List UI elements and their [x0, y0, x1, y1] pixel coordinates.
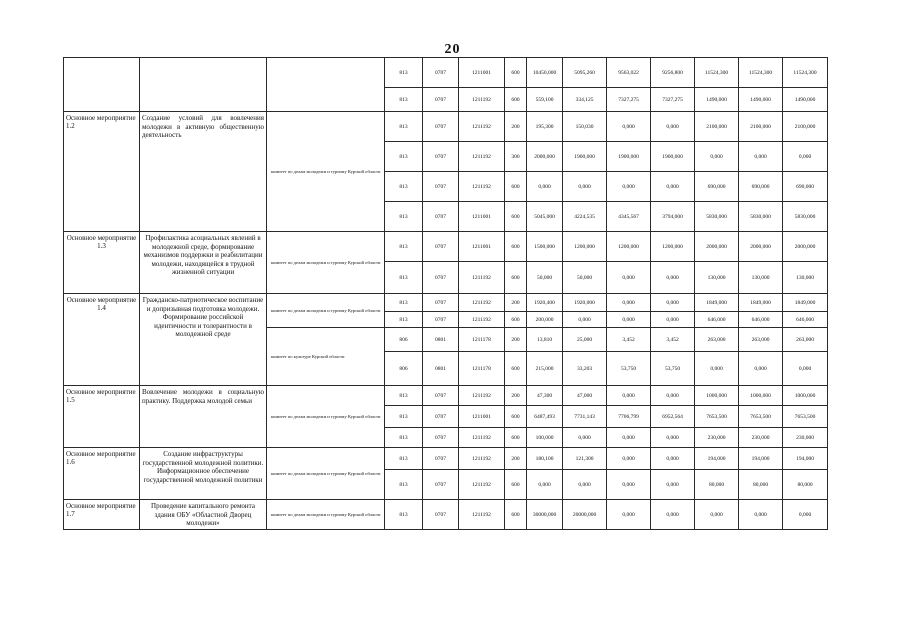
budget-code-cell: 1211192 — [459, 142, 505, 172]
budget-code-cell: 813 — [385, 312, 423, 328]
budget-code-cell: 0707 — [423, 88, 459, 112]
budget-code-cell: 600 — [505, 172, 527, 202]
amount-cell: 690,000 — [695, 172, 739, 202]
amount-cell: 1849,000 — [739, 294, 783, 312]
amount-cell: 263,000 — [783, 328, 828, 352]
amount-cell: 0,000 — [651, 294, 695, 312]
amount-cell: 646,000 — [739, 312, 783, 328]
budget-code-cell: 0707 — [423, 312, 459, 328]
amount-cell: 3,452 — [607, 328, 651, 352]
amount-cell: 690,000 — [739, 172, 783, 202]
amount-cell: 0,000 — [607, 172, 651, 202]
amount-cell: 80,000 — [739, 470, 783, 500]
amount-cell: 263,000 — [695, 328, 739, 352]
table-row — [64, 500, 828, 530]
amount-cell: 80,000 — [695, 470, 739, 500]
activity-name: Основное мероприятие 1.5 — [64, 386, 140, 448]
amount-cell: 11524,300 — [739, 58, 783, 88]
activity-name: Основное мероприятие 1.4 — [64, 294, 140, 386]
amount-cell: 5830,000 — [739, 202, 783, 232]
amount-cell: 0,000 — [783, 500, 828, 530]
budget-code-cell: 1211001 — [459, 202, 505, 232]
amount-cell: 0,000 — [563, 428, 607, 448]
amount-cell: 3,452 — [651, 328, 695, 352]
amount-cell: 2000,000 — [695, 232, 739, 262]
budget-code-cell: 813 — [385, 428, 423, 448]
budget-code-cell: 300 — [505, 142, 527, 172]
budget-code-cell: 600 — [505, 470, 527, 500]
amount-cell: 180,100 — [527, 448, 563, 470]
amount-cell: 9563,022 — [607, 58, 651, 88]
budget-code-cell: 813 — [385, 172, 423, 202]
amount-cell: 1490,000 — [739, 88, 783, 112]
page-number: 20 — [444, 42, 461, 57]
amount-cell: 6952,564 — [651, 406, 695, 428]
amount-cell: 7327,275 — [607, 88, 651, 112]
amount-cell: 0,000 — [607, 312, 651, 328]
budget-code-cell: 0707 — [423, 142, 459, 172]
amount-cell: 215,000 — [527, 352, 563, 386]
amount-cell: 53,750 — [651, 352, 695, 386]
budget-code-cell: 0707 — [423, 448, 459, 470]
budget-code-cell: 1211192 — [459, 312, 505, 328]
budget-code-cell: 200 — [505, 294, 527, 312]
amount-cell: 0,000 — [783, 142, 828, 172]
amount-cell: 194,000 — [695, 448, 739, 470]
amount-cell: 53,750 — [607, 352, 651, 386]
amount-cell: 30000,000 — [527, 500, 563, 530]
amount-cell: 1920,400 — [527, 294, 563, 312]
amount-cell: 1000,000 — [783, 386, 828, 406]
amount-cell: 0,000 — [607, 262, 651, 294]
blank-cell — [140, 58, 267, 112]
amount-cell: 0,000 — [783, 352, 828, 386]
budget-code-cell: 1211001 — [459, 58, 505, 88]
amount-cell: 0,000 — [607, 428, 651, 448]
amount-cell: 0,000 — [651, 470, 695, 500]
amount-cell: 1490,000 — [695, 88, 739, 112]
amount-cell: 1900,000 — [563, 142, 607, 172]
amount-cell: 25,000 — [563, 328, 607, 352]
budget-code-cell: 600 — [505, 232, 527, 262]
budget-code-cell: 0707 — [423, 500, 459, 530]
amount-cell: 1200,000 — [607, 232, 651, 262]
budget-code-cell: 1211192 — [459, 262, 505, 294]
amount-cell: 194,000 — [783, 448, 828, 470]
budget-code-cell: 0801 — [423, 328, 459, 352]
amount-cell: 130,000 — [783, 262, 828, 294]
amount-cell: 2000,000 — [527, 142, 563, 172]
amount-cell: 0,000 — [651, 500, 695, 530]
amount-cell: 80,000 — [783, 470, 828, 500]
amount-cell: 646,000 — [695, 312, 739, 328]
amount-cell: 1000,000 — [739, 386, 783, 406]
amount-cell: 1490,000 — [783, 88, 828, 112]
budget-code-cell: 1211192 — [459, 500, 505, 530]
table-row — [64, 112, 828, 142]
budget-code-cell: 813 — [385, 112, 423, 142]
amount-cell: 2100,000 — [739, 112, 783, 142]
amount-cell: 0,000 — [527, 470, 563, 500]
amount-cell: 1200,000 — [563, 232, 607, 262]
amount-cell: 0,000 — [651, 386, 695, 406]
activity-description: Вовлечение молодежи в социальную практику. Поддержка молодой семьи — [140, 386, 267, 448]
amount-cell: 5045,000 — [527, 202, 563, 232]
amount-cell: 1200,000 — [651, 232, 695, 262]
amount-cell: 130,000 — [695, 262, 739, 294]
activity-description: Создание инфраструктуры государственной молодежной политики. Информационное обеспечение государственной молодежной политики — [140, 448, 267, 500]
budget-code-cell: 813 — [385, 500, 423, 530]
budget-code-cell: 813 — [385, 58, 423, 88]
amount-cell: 13,810 — [527, 328, 563, 352]
budget-code-cell: 806 — [385, 328, 423, 352]
budget-code-cell: 600 — [505, 428, 527, 448]
amount-cell: 559,100 — [527, 88, 563, 112]
table-row — [64, 386, 828, 406]
amount-cell: 100,000 — [527, 428, 563, 448]
amount-cell: 263,000 — [739, 328, 783, 352]
executor: комитет по делам молодежи и туризму Курской области — [267, 448, 385, 500]
amount-cell: 0,000 — [607, 386, 651, 406]
amount-cell: 4345,567 — [607, 202, 651, 232]
budget-code-cell: 813 — [385, 386, 423, 406]
budget-code-cell: 200 — [505, 112, 527, 142]
amount-cell: 11524,300 — [695, 58, 739, 88]
amount-cell: 0,000 — [739, 352, 783, 386]
amount-cell: 194,000 — [739, 448, 783, 470]
budget-code-cell: 1211192 — [459, 470, 505, 500]
budget-code-cell: 0801 — [423, 352, 459, 386]
budget-code-cell: 1211001 — [459, 232, 505, 262]
budget-code-cell: 0707 — [423, 262, 459, 294]
amount-cell: 3794,000 — [651, 202, 695, 232]
budget-code-cell: 200 — [505, 328, 527, 352]
blank-cell — [267, 58, 385, 112]
budget-code-cell: 813 — [385, 262, 423, 294]
budget-code-cell: 600 — [505, 352, 527, 386]
budget-code-cell: 600 — [505, 262, 527, 294]
amount-cell: 5830,000 — [783, 202, 828, 232]
executor: комитет по делам молодежи и туризму Курской области — [267, 500, 385, 530]
amount-cell: 0,000 — [651, 312, 695, 328]
activity-description: Создание условий для вовлечения молодежи в активную общественную деятельность — [140, 112, 267, 232]
amount-cell: 1900,000 — [651, 142, 695, 172]
table-row — [64, 448, 828, 470]
budget-code-cell: 600 — [505, 58, 527, 88]
amount-cell: 230,000 — [783, 428, 828, 448]
amount-cell: 7653,500 — [783, 406, 828, 428]
amount-cell: 47,300 — [527, 386, 563, 406]
budget-code-cell: 813 — [385, 294, 423, 312]
budget-code-cell: 600 — [505, 312, 527, 328]
table-row — [64, 294, 828, 312]
budget-code-cell: 1211001 — [459, 406, 505, 428]
amount-cell: 0,000 — [695, 142, 739, 172]
amount-cell: 0,000 — [739, 500, 783, 530]
amount-cell: 0,000 — [651, 428, 695, 448]
amount-cell: 4224,535 — [563, 202, 607, 232]
amount-cell: 646,000 — [783, 312, 828, 328]
budget-code-cell: 813 — [385, 406, 423, 428]
activity-name: Основное мероприятие 1.2 — [64, 112, 140, 232]
activity-name: Основное мероприятие 1.3 — [64, 232, 140, 294]
amount-cell: 0,000 — [563, 172, 607, 202]
amount-cell: 1849,000 — [695, 294, 739, 312]
amount-cell: 690,000 — [783, 172, 828, 202]
activity-description: Профилактика асоциальных явлений в молодежной среде, формирование механизмов поддержки и реабилитации молодежи, находящейся в трудной жизненной ситуации — [140, 232, 267, 294]
amount-cell: 7706,799 — [607, 406, 651, 428]
amount-cell: 230,000 — [695, 428, 739, 448]
amount-cell: 50,000 — [563, 262, 607, 294]
amount-cell: 1500,000 — [527, 232, 563, 262]
budget-code-cell: 0707 — [423, 172, 459, 202]
amount-cell: 20000,000 — [563, 500, 607, 530]
activity-name: Основное мероприятие 1.6 — [64, 448, 140, 500]
amount-cell: 2100,000 — [695, 112, 739, 142]
budget-code-cell: 0707 — [423, 112, 459, 142]
amount-cell: 47,000 — [563, 386, 607, 406]
amount-cell: 0,000 — [651, 112, 695, 142]
budget-code-cell: 0707 — [423, 428, 459, 448]
activity-name: Основное мероприятие 1.7 — [64, 500, 140, 530]
budget-code-cell: 1211178 — [459, 352, 505, 386]
budget-code-cell: 806 — [385, 352, 423, 386]
budget-code-cell: 813 — [385, 470, 423, 500]
amount-cell: 7653,500 — [695, 406, 739, 428]
budget-code-cell: 0707 — [423, 470, 459, 500]
budget-code-cell: 600 — [505, 88, 527, 112]
amount-cell: 230,000 — [739, 428, 783, 448]
amount-cell: 0,000 — [695, 500, 739, 530]
amount-cell: 121,300 — [563, 448, 607, 470]
budget-code-cell: 1211192 — [459, 88, 505, 112]
amount-cell: 0,000 — [607, 470, 651, 500]
budget-code-cell: 0707 — [423, 232, 459, 262]
amount-cell: 0,000 — [607, 294, 651, 312]
amount-cell: 334,125 — [563, 88, 607, 112]
executor: комитет по делам молодежи и туризму Курской области — [267, 294, 385, 328]
amount-cell: 0,000 — [651, 262, 695, 294]
budget-code-cell: 1211192 — [459, 112, 505, 142]
amount-cell: 1900,000 — [607, 142, 651, 172]
amount-cell: 5830,000 — [695, 202, 739, 232]
amount-cell: 7653,500 — [739, 406, 783, 428]
budget-code-cell: 1211192 — [459, 448, 505, 470]
amount-cell: 2000,000 — [783, 232, 828, 262]
budget-code-cell: 813 — [385, 202, 423, 232]
budget-table — [63, 57, 828, 530]
budget-code-cell: 0707 — [423, 294, 459, 312]
budget-code-cell: 1211178 — [459, 328, 505, 352]
budget-code-cell: 1211192 — [459, 428, 505, 448]
amount-cell: 0,000 — [563, 470, 607, 500]
amount-cell: 0,000 — [651, 172, 695, 202]
amount-cell: 0,000 — [695, 352, 739, 386]
executor: комитет по делам молодежи и туризму Курской области — [267, 386, 385, 448]
executor: комитет по делам молодежи и туризму Курской области — [267, 112, 385, 232]
budget-code-cell: 1211192 — [459, 386, 505, 406]
amount-cell: 33,203 — [563, 352, 607, 386]
amount-cell: 10450,000 — [527, 58, 563, 88]
budget-code-cell: 0707 — [423, 386, 459, 406]
activity-description: Гражданско-патриотическое воспитание и допризывная подготовка молодежи. Формирование российской идентичности и толерантности в молодежной среде — [140, 294, 267, 386]
amount-cell: 0,000 — [651, 448, 695, 470]
amount-cell: 200,000 — [527, 312, 563, 328]
budget-code-cell: 200 — [505, 448, 527, 470]
amount-cell: 5095,260 — [563, 58, 607, 88]
budget-code-cell: 1211192 — [459, 294, 505, 312]
amount-cell: 6487,493 — [527, 406, 563, 428]
budget-code-cell: 813 — [385, 232, 423, 262]
amount-cell: 0,000 — [607, 112, 651, 142]
table-row — [64, 232, 828, 262]
budget-code-cell: 600 — [505, 406, 527, 428]
executor: комитет по делам молодежи и туризму Курской области — [267, 232, 385, 294]
activity-description: Проведение капитального ремонта здания ОБУ «Областной Дворец молодежи» — [140, 500, 267, 530]
amount-cell: 2000,000 — [739, 232, 783, 262]
amount-cell: 2100,000 — [783, 112, 828, 142]
amount-cell: 0,000 — [527, 172, 563, 202]
budget-code-cell: 1211192 — [459, 172, 505, 202]
amount-cell: 0,000 — [563, 312, 607, 328]
budget-code-cell: 813 — [385, 142, 423, 172]
amount-cell: 130,000 — [739, 262, 783, 294]
amount-cell: 1920,000 — [563, 294, 607, 312]
table-row — [64, 58, 828, 88]
budget-code-cell: 813 — [385, 448, 423, 470]
budget-code-cell: 0707 — [423, 202, 459, 232]
amount-cell: 7731,143 — [563, 406, 607, 428]
budget-code-cell: 200 — [505, 386, 527, 406]
amount-cell: 0,000 — [739, 142, 783, 172]
budget-code-cell: 600 — [505, 500, 527, 530]
amount-cell: 150,030 — [563, 112, 607, 142]
budget-code-cell: 0707 — [423, 406, 459, 428]
budget-code-cell: 0707 — [423, 58, 459, 88]
amount-cell: 9256,800 — [651, 58, 695, 88]
amount-cell: 1849,000 — [783, 294, 828, 312]
executor: комитет по культуре Курской области — [267, 328, 385, 386]
amount-cell: 0,000 — [607, 448, 651, 470]
blank-cell — [64, 58, 140, 112]
amount-cell: 195,300 — [527, 112, 563, 142]
budget-code-cell: 600 — [505, 202, 527, 232]
amount-cell: 7327,275 — [651, 88, 695, 112]
amount-cell: 11524,300 — [783, 58, 828, 88]
budget-code-cell: 813 — [385, 88, 423, 112]
amount-cell: 50,000 — [527, 262, 563, 294]
amount-cell: 0,000 — [607, 500, 651, 530]
amount-cell: 1000,000 — [695, 386, 739, 406]
